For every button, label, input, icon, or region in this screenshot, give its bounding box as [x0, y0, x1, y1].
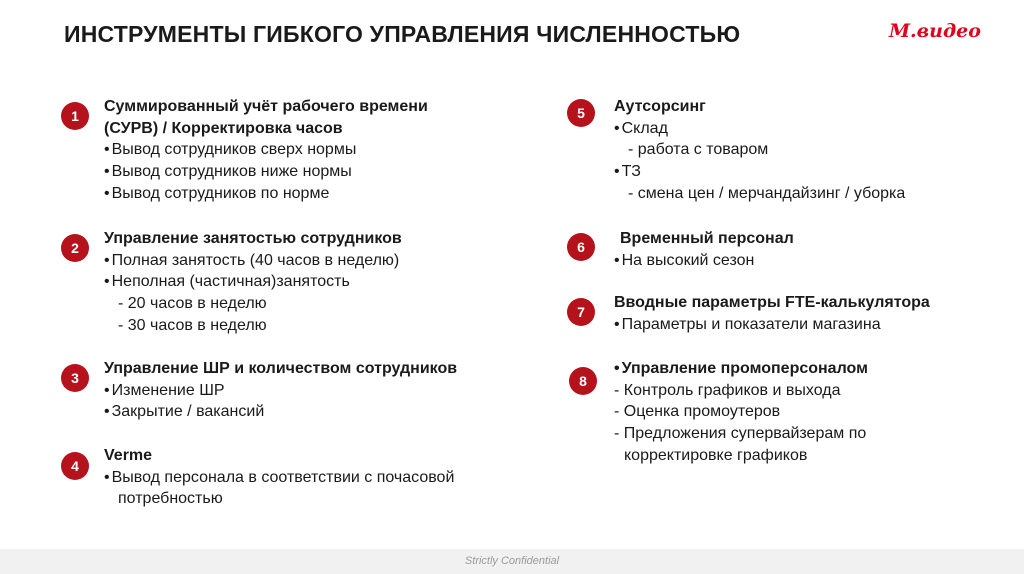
item-5 [614, 96, 905, 205]
item-1-heading-line-2: (СУРВ) / Корректировка часов [104, 119, 343, 137]
confidential-label: Strictly Confidential [464, 555, 560, 567]
number-badge-8: 8 [569, 367, 597, 395]
item-5-sub-item: - работа с товаром [614, 139, 905, 161]
item-8-sub-item: - Оценка промоутеров [614, 401, 868, 423]
item-1-bullet: • Вывод сотрудников сверх нормы [104, 139, 428, 161]
mvideo-logo: М.видео [889, 20, 981, 42]
item-5-bullet: • ТЗ [614, 161, 905, 183]
item-4-heading: Verme [104, 447, 153, 464]
item-1-bullet: • Вывод сотрудников по норме [104, 183, 428, 205]
item-3-bullet: • Закрытие / вакансий [104, 401, 457, 423]
item-2-sub-item: - 30 часов в неделю [104, 315, 402, 337]
number-badge-4: 4 [61, 452, 89, 480]
item-1-bullet: • Вывод сотрудников ниже нормы [104, 161, 428, 183]
number-badge-7: 7 [567, 298, 595, 326]
footer-bar [0, 549, 1024, 574]
item-3-heading: Управление ШР и количеством сотрудников [104, 360, 458, 377]
item-6 [614, 228, 794, 271]
item-4-continuation: потребностью [118, 490, 223, 508]
item-7 [614, 292, 930, 335]
item-1 [104, 96, 428, 205]
item-2-heading: Управление занятостью сотрудников [104, 230, 402, 247]
item-4 [104, 445, 454, 510]
item-4-bullet: • Вывод персонала в соответствии с почасовой [104, 467, 454, 489]
item-2-sub-item: - 20 часов в неделю [104, 293, 402, 315]
item-8-continuation: корректировке графиков [624, 446, 808, 464]
item-8-sub-item: - Контроль графиков и выхода [614, 380, 868, 402]
item-3-bullet: • Изменение ШР [104, 380, 457, 402]
item-8-sub-item: - Предложения супервайзерам по [614, 423, 868, 445]
item-7-bullet: • Параметры и показатели магазина [614, 314, 930, 336]
item-5-sub-item: - смена цен / мерчандайзинг / уборка [614, 183, 905, 205]
number-badge-2: 2 [61, 234, 89, 262]
item-8 [614, 358, 868, 467]
item-1-heading-line-1: Суммированный учёт рабочего времени [104, 98, 428, 115]
number-badge-3: 3 [61, 364, 89, 392]
item-3 [104, 358, 457, 423]
number-badge-1: 1 [61, 102, 89, 130]
number-badge-6: 6 [567, 233, 595, 261]
item-7-heading: Вводные параметры FTE-калькулятора [614, 294, 930, 311]
item-6-heading: Временный персонал [620, 230, 794, 247]
item-8-heading: • Управление промоперсоналом [614, 358, 868, 380]
item-5-bullet: • Склад [614, 118, 905, 140]
item-6-bullet: • На высокий сезон [614, 250, 794, 272]
item-5-heading: Аутсорсинг [614, 98, 706, 115]
number-badge-5: 5 [567, 99, 595, 127]
page-title: ИНСТРУМЕНТЫ ГИБКОГО УПРАВЛЕНИЯ ЧИСЛЕННОСТЬЮ [64, 21, 741, 47]
item-2-bullet: • Неполная (частичная)занятость [104, 271, 402, 293]
item-2-bullet: • Полная занятость (40 часов в неделю) [104, 250, 402, 272]
item-2 [104, 228, 402, 337]
